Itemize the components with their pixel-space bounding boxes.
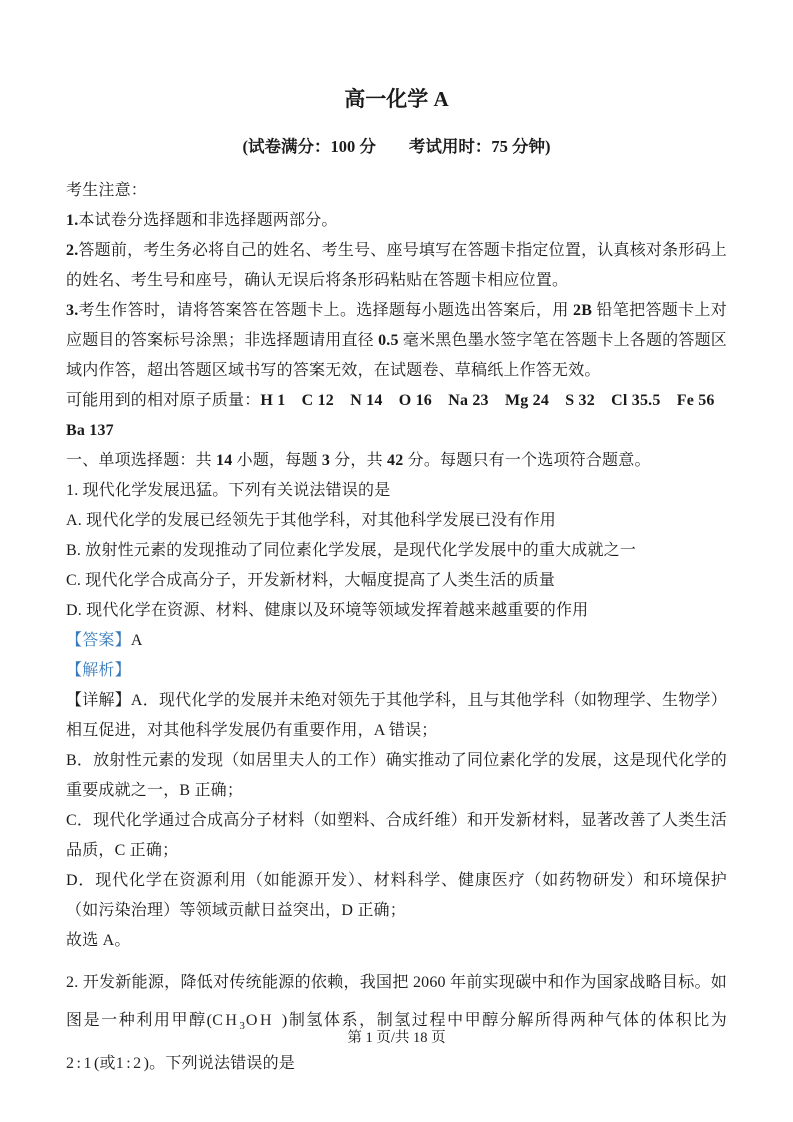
- text-run: A. 现代化学的发展已经领先于其他学科，对其他科学发展已没有作用: [66, 512, 556, 529]
- question-1-conclusion: [66, 926, 727, 956]
- question-1-explanation-a: [66, 686, 727, 746]
- text-run: 考生注意：: [66, 182, 148, 199]
- text-run: 故选 A。: [66, 932, 131, 949]
- text-run: D．现代化学在资源利用（如能源开发）、材料科学、健康医疗（如药物研发）和环境保护（如污染治理）等领域贡献日益突出，D 正确；: [66, 872, 727, 919]
- text-run: 【详解】A．现代化学的发展并未绝对领先于其他学科，且与其他学科（如物理学、生物学）相互促进，对其他科学发展仍有重要作用，A 错误；: [66, 692, 727, 739]
- text-run: 2. 开发新能源，降低对传统能源的依赖，我国把 2060 年前实现碳中和作为国家战略目标。如图是一种利用甲醇(: [66, 974, 727, 1029]
- notice-item-3: [66, 296, 727, 386]
- text-run: 2B: [573, 302, 593, 319]
- text-run: CH: [212, 1012, 240, 1029]
- text-run: 1:2: [115, 1055, 144, 1073]
- text-run: 答题前，考生务必将自己的姓名、考生号、座号填写在答题卡指定位置，认真核对条形码上的姓名、考生号和座号，确认无误后将条形码粘贴在答题卡相应位置。: [66, 242, 727, 289]
- atomic-masses: [66, 386, 727, 446]
- text-run: B．放射性元素的发现（如居里夫人的工作）确实推动了同位素化学的发展，这是现代化学的重要成就之一，B 正确；: [66, 752, 727, 799]
- text-run: )。下列说法错误的是: [143, 1055, 295, 1073]
- text-run: 3: [321, 452, 331, 469]
- text-run: )制氢体系，制氢过程中甲醇分解所得两种气体的体积比为: [281, 1012, 727, 1029]
- question-1-analysis-label: [66, 656, 727, 686]
- text-run: A: [130, 632, 143, 649]
- page-number-footer: 第 1 页/共 18 页: [347, 1030, 446, 1046]
- text-run: 42: [387, 452, 404, 469]
- text-run: 0.5: [378, 332, 399, 349]
- text-run: 1. 现代化学发展迅猛。下列有关说法错误的是: [66, 482, 391, 499]
- text-run: 2:1: [66, 1055, 94, 1073]
- paragraph-list: [66, 176, 727, 1083]
- text-run: 2.: [66, 242, 79, 259]
- text-run: 分。每题只有一个选项符合题意。: [403, 452, 651, 469]
- text-run: 小题，每题: [232, 452, 322, 469]
- text-run: 一、单项选择题：共: [66, 452, 217, 469]
- question-1-explanation-c: [66, 806, 727, 866]
- text-run: C．现代化学通过合成高分子材料（如塑料、合成纤维）和开发新材料，显著改善了人类生活品质，C 正确；: [66, 812, 727, 859]
- page-subtitle: (试卷满分：100 分 考试用时：75 分钟): [242, 137, 551, 156]
- text-run: H 1 C 12 N 14 O 16 Na 23 Mg 24 S 32 Cl 35.5 Fe 56: [260, 392, 715, 409]
- text-run: OH: [245, 1012, 282, 1029]
- question-1-answer: [66, 626, 727, 656]
- text-run: Ba 137: [66, 422, 114, 439]
- text-run: D. 现代化学在资源、材料、健康以及环境等领域发挥着越来越重要的作用: [66, 602, 589, 619]
- text-run: 分，共: [330, 452, 388, 469]
- question-1-option-a: [66, 506, 727, 536]
- question-1-explanation-d: [66, 866, 727, 926]
- text-run: 铅笔把答题卡上对应题目的答案标号涂黑；非选择题请用直径: [66, 302, 727, 349]
- text-run: (或: [93, 1055, 116, 1073]
- page-title: 高一化学 A: [344, 87, 449, 111]
- text-run: 可能用到的相对原子质量：: [66, 392, 261, 409]
- text-run: C. 现代化学合成高分子，开发新材料，大幅度提高了人类生活的质量: [66, 572, 556, 589]
- question-1-option-c: [66, 566, 727, 596]
- text-run: 本试卷分选择题和非选择题两部分。: [78, 212, 338, 229]
- question-1-stem: [66, 476, 727, 506]
- section-heading: [66, 446, 727, 476]
- notice-heading: [66, 176, 727, 206]
- question-2-stem: [66, 964, 727, 1083]
- text-run: 【答案】: [66, 632, 131, 649]
- text-run: 毫米黑色墨水签字笔在答题卡上各题的答题区域内作答，超出答题区域书写的答案无效，在试题卷、草稿纸上作答无效。: [66, 332, 727, 379]
- text-run: 【解析】: [66, 662, 131, 679]
- question-1-explanation-b: [66, 746, 727, 806]
- text-run: 考生作答时，请将答案答在答题卡上。选择题每小题选出答案后，用: [78, 302, 574, 319]
- question-1-option-b: [66, 536, 727, 566]
- text-run: 3.: [66, 302, 79, 319]
- text-run: 14: [216, 452, 233, 469]
- text-run: 3: [239, 1020, 246, 1033]
- notice-item-1: [66, 206, 727, 236]
- notice-item-2: [66, 236, 727, 296]
- text-run: B. 放射性元素的发现推动了同位素化学发展，是现代化学发展中的重大成就之一: [66, 542, 637, 559]
- text-run: 1.: [66, 212, 79, 229]
- question-1-option-d: [66, 596, 727, 626]
